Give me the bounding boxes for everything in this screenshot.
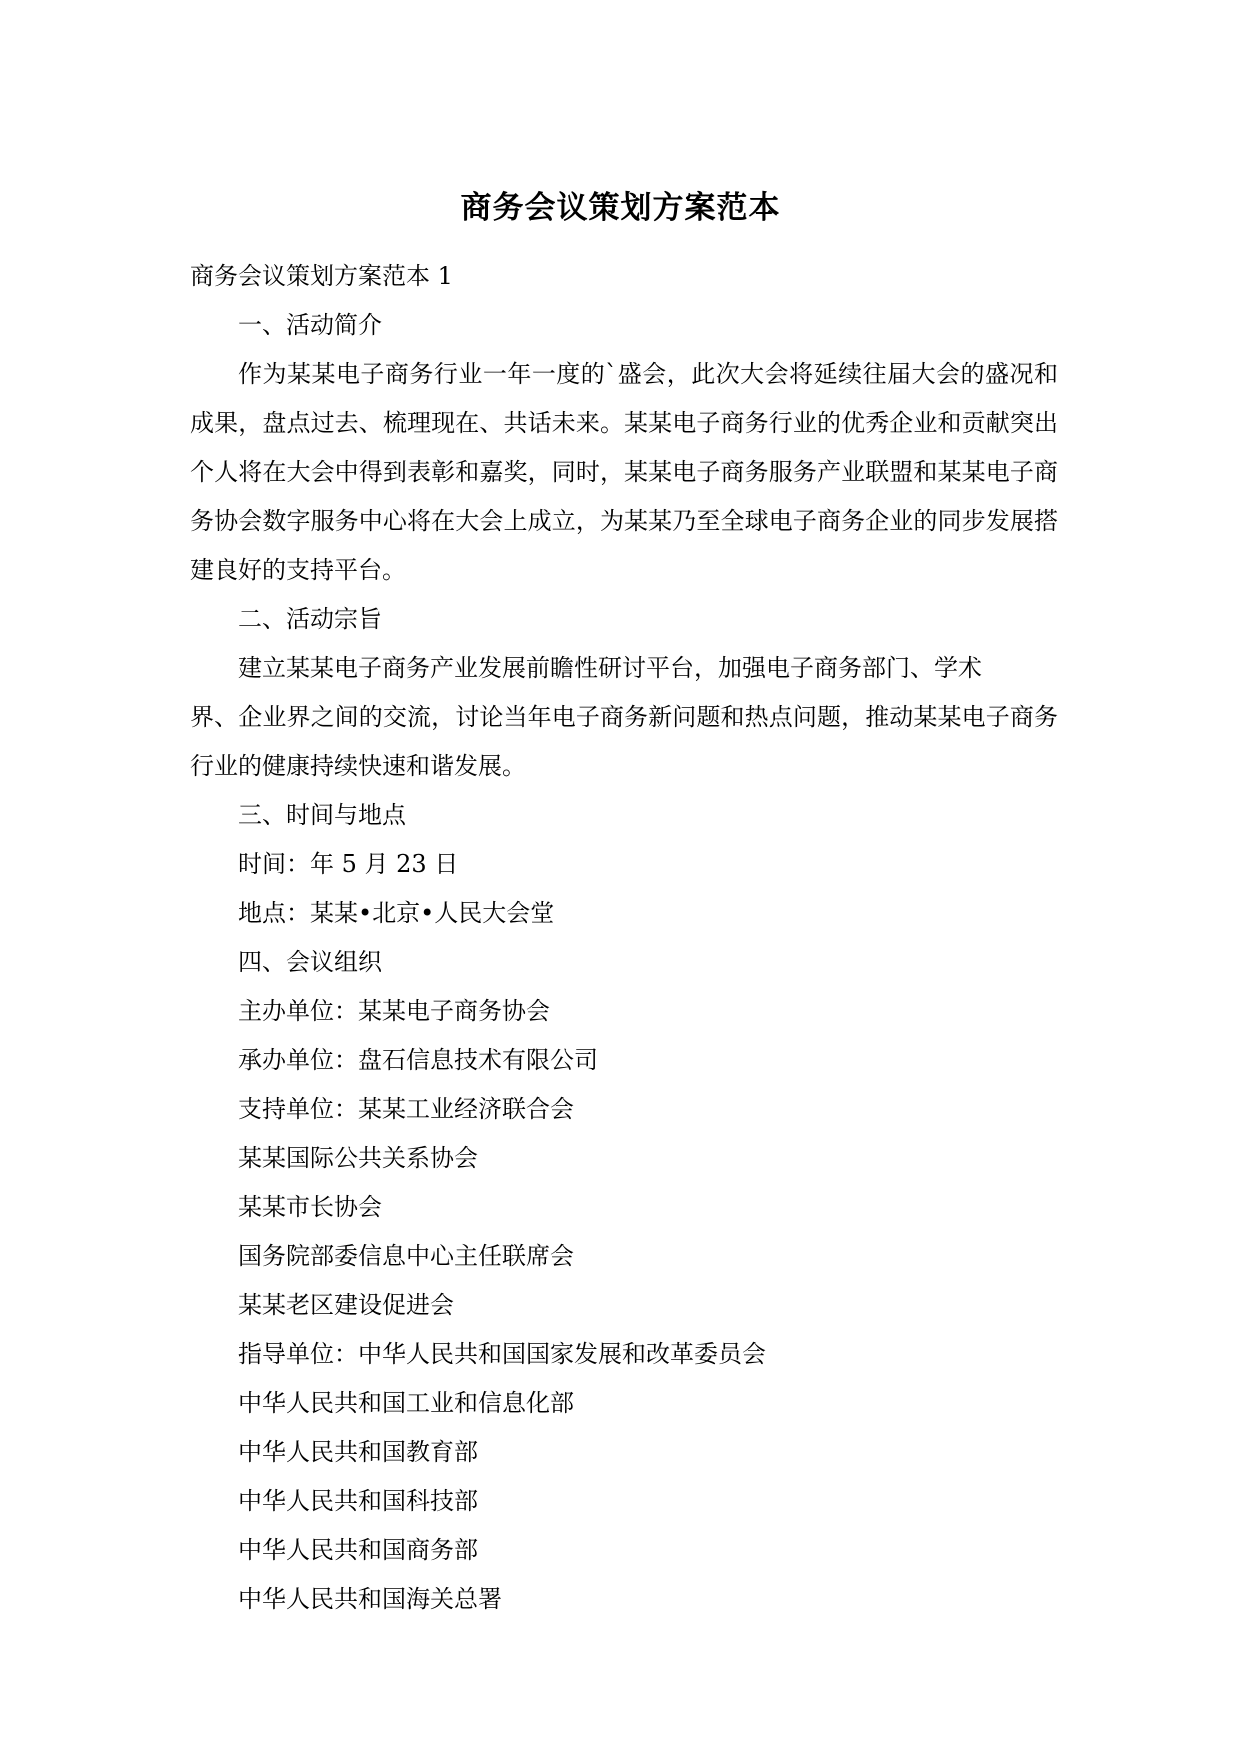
host-line: 主办单位：某某电子商务协会 [238, 997, 550, 1025]
page-title: 商务会议策划方案范本 [460, 190, 781, 226]
guide-item: 中华人民共和国科技部 [238, 1487, 478, 1515]
section-heading-purpose: 二、活动宗旨 [238, 605, 382, 633]
section-heading-introduction: 一、活动简介 [238, 311, 382, 339]
time-line: 时间：年 5 月 23 日 [238, 850, 459, 878]
paragraph-purpose-rest: 界、企业界之间的交流，讨论当年电子商务新问题和热点问题，推动某某电子商务行业的健康持续快速和谐发展。 [190, 703, 1058, 780]
organizer-line: 承办单位：盘石信息技术有限公司 [238, 1046, 598, 1074]
support-item: 某某老区建设促进会 [238, 1291, 454, 1319]
guide-line: 指导单位：中华人民共和国国家发展和改革委员会 [238, 1340, 766, 1368]
support-item: 某某国际公共关系协会 [238, 1144, 478, 1172]
guide-item: 中华人民共和国海关总署 [238, 1585, 502, 1613]
section-heading-time-place: 三、时间与地点 [238, 801, 406, 829]
guide-item: 中华人民共和国教育部 [238, 1438, 478, 1466]
document-body [190, 252, 1058, 1624]
document-subtitle: 商务会议策划方案范本 1 [190, 262, 453, 290]
section-heading-organization: 四、会议组织 [238, 948, 382, 976]
paragraph-purpose-line-1: 建立某某电子商务产业发展前瞻性研讨平台，加强电子商务部门、学术 [238, 654, 982, 682]
place-line: 地点：某某•北京•人民大会堂 [238, 899, 555, 927]
guide-item: 中华人民共和国工业和信息化部 [238, 1389, 574, 1417]
support-item: 某某市长协会 [238, 1193, 382, 1221]
support-item: 国务院部委信息中心主任联席会 [238, 1242, 574, 1270]
paragraph-introduction: 作为某某电子商务行业一年一度的`盛会，此次大会将延续往届大会的盛况和成果，盘点过去、梳理现在、共话未来。某某电子商务行业的优秀企业和贡献突出个人将在大会中得到表彰和嘉奖，同时，某某电子商务服务产业联盟和某某电子商务协会数字服务中心将在大会上成立，为某某乃至全球电子商务企业的同步发展搭建良好的支持平台。 [190, 360, 1058, 584]
support-line: 支持单位：某某工业经济联合会 [238, 1095, 574, 1123]
guide-item: 中华人民共和国商务部 [238, 1536, 478, 1564]
